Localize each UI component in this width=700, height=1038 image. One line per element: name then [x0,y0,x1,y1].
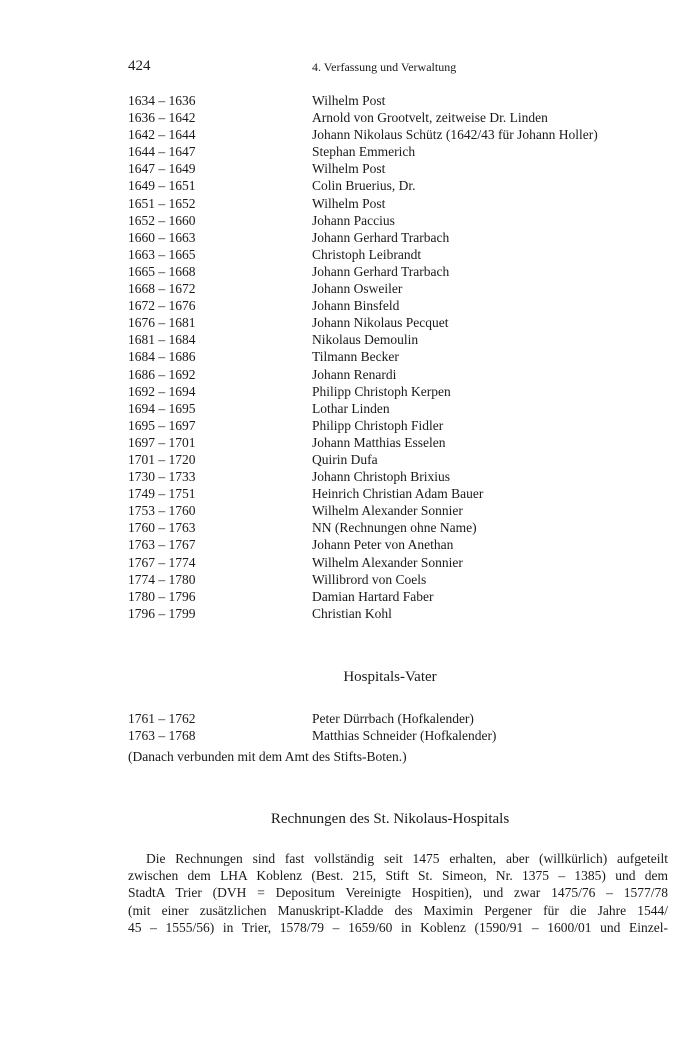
years-range: 1672 – 1676 [128,298,196,314]
list-item [128,92,668,109]
person-name: Lothar Linden [312,400,390,416]
years-range: 1694 – 1695 [128,400,196,416]
list-item [128,177,668,194]
years-range: 1695 – 1697 [128,417,196,433]
list-item [128,246,668,263]
person-name: Matthias Schneider (Hofkalender) [312,728,497,744]
list-item [128,605,668,622]
years-range: 1668 – 1672 [128,281,196,297]
list-item [128,554,668,571]
list-item [128,280,668,297]
person-name: Quirin Dufa [312,451,378,467]
list-item [128,348,668,365]
years-range: 1681 – 1684 [128,332,196,348]
person-name: Johann Binsfeld [312,298,400,314]
paragraph-line: (mit einer zusätzlichen Manuskript-Kladde des Maximin Pergener für die Jahre 1544/ [128,902,668,918]
years-range: 1796 – 1799 [128,605,196,621]
person-name: Arnold von Grootvelt, zeitweise Dr. Linden [312,110,548,126]
page-number: 424 [128,58,151,74]
list-item [128,468,668,485]
paragraph-line: zwischen dem LHA Koblenz (Best. 215, Stift St. Simeon, Nr. 1375 – 1385) und dem [128,868,668,884]
list-item [128,195,668,212]
years-range: 1701 – 1720 [128,451,196,467]
person-name: Colin Bruerius, Dr. [312,178,416,194]
years-range: 1651 – 1652 [128,195,196,211]
years-range: 1660 – 1663 [128,229,196,245]
paragraph-line: StadtA Trier (DVH = Depositum Vereinigte Hospitien), und zwar 1475/76 – 1577/78 [128,885,668,901]
person-name: Johann Christoph Brixius [312,469,451,485]
years-range: 1767 – 1774 [128,554,196,570]
list-item [128,588,668,605]
person-name: Johann Paccius [312,212,395,228]
list-item [128,314,668,331]
person-name: NN (Rechnungen ohne Name) [312,520,477,536]
list-item [128,485,668,502]
paragraph-line: 45 – 1555/56) in Trier, 1578/79 – 1659/60 in Koblenz (1590/91 – 1600/01 und Einzel- [128,919,668,935]
years-range: 1644 – 1647 [128,144,196,160]
list-item [128,109,668,126]
person-name: Nikolaus Demoulin [312,332,419,348]
person-name: Wilhelm Alexander Sonnier [312,554,463,570]
years-range: 1647 – 1649 [128,161,196,177]
years-range: 1761 – 1762 [128,711,196,726]
person-name: Johann Gerhard Trarbach [312,263,450,279]
person-name: Johann Matthias Esselen [312,434,446,450]
years-range: 1692 – 1694 [128,383,196,399]
years-range: 1749 – 1751 [128,486,196,502]
years-range: 1760 – 1763 [128,520,196,536]
years-range: 1763 – 1767 [128,537,196,553]
years-range: 1649 – 1651 [128,178,196,194]
years-range: 1663 – 1665 [128,246,196,262]
years-range: 1684 – 1686 [128,349,196,365]
person-name: Peter Dürrbach (Hofkalender) [312,711,474,726]
officials-list [128,92,668,622]
list-item [128,519,668,536]
list-item [128,263,668,280]
list-item [128,571,668,588]
hospitals-vater-list [128,710,668,744]
list-item [128,710,668,727]
list-item [128,229,668,246]
years-range: 1676 – 1681 [128,315,196,331]
person-name: Heinrich Christian Adam Bauer [312,486,484,502]
years-range: 1636 – 1642 [128,110,196,126]
years-range: 1774 – 1780 [128,571,196,587]
list-item [128,383,668,400]
person-name: Philipp Christoph Fidler [312,417,444,433]
list-item [128,417,668,434]
person-name: Johann Nikolaus Schütz (1642/43 für Johann Holler) [312,127,598,143]
years-range: 1730 – 1733 [128,469,196,485]
years-range: 1780 – 1796 [128,588,196,604]
list-item [128,366,668,383]
years-range: 1686 – 1692 [128,366,196,382]
person-name: Christian Kohl [312,605,392,621]
person-name: Johann Renardi [312,366,397,382]
person-name: Johann Osweiler [312,281,403,297]
list-item [128,331,668,348]
list-item [128,451,668,468]
person-name: Philipp Christoph Kerpen [312,383,451,399]
person-name: Damian Hartard Faber [312,588,434,604]
person-name: Johann Gerhard Trarbach [312,229,450,245]
years-range: 1763 – 1768 [128,728,196,744]
list-item [128,212,668,229]
person-name: Wilhelm Post [312,93,386,108]
running-head: 4. Verfassung und Verwaltung [312,60,457,74]
list-item [128,126,668,143]
list-item [128,502,668,519]
list-item [128,143,668,160]
list-item [128,297,668,314]
person-name: Johann Nikolaus Pecquet [312,315,449,331]
page-header [128,58,660,78]
person-name: Tilmann Becker [312,349,399,365]
section-title-hospitals-vater: Hospitals-Vater [343,669,437,685]
paragraph-line: Die Rechnungen sind fast vollständig seit 1475 erhalten, aber (willkürlich) aufgeteilt [146,851,668,866]
years-range: 1652 – 1660 [128,212,196,228]
person-name: Johann Peter von Anethan [312,537,454,553]
person-name: Wilhelm Post [312,161,386,177]
years-range: 1665 – 1668 [128,263,196,279]
list-item [128,434,668,451]
person-name: Wilhelm Alexander Sonnier [312,503,463,519]
list-item [128,727,668,744]
person-name: Wilhelm Post [312,195,386,211]
list-item [128,160,668,177]
years-range: 1753 – 1760 [128,503,196,519]
list-item [128,400,668,417]
hospitals-vater-note: (Danach verbunden mit dem Amt des Stifts-Boten.) [128,749,407,764]
years-range: 1642 – 1644 [128,127,196,143]
person-name: Stephan Emmerich [312,144,416,160]
person-name: Willibrord von Coels [312,571,427,587]
rechnungen-paragraph [128,850,668,936]
list-item [128,536,668,553]
section-title-rechnungen: Rechnungen des St. Nikolaus-Hospitals [270,811,510,827]
person-name: Christoph Leibrandt [312,246,422,262]
years-range: 1697 – 1701 [128,434,196,450]
years-range: 1634 – 1636 [128,93,196,108]
